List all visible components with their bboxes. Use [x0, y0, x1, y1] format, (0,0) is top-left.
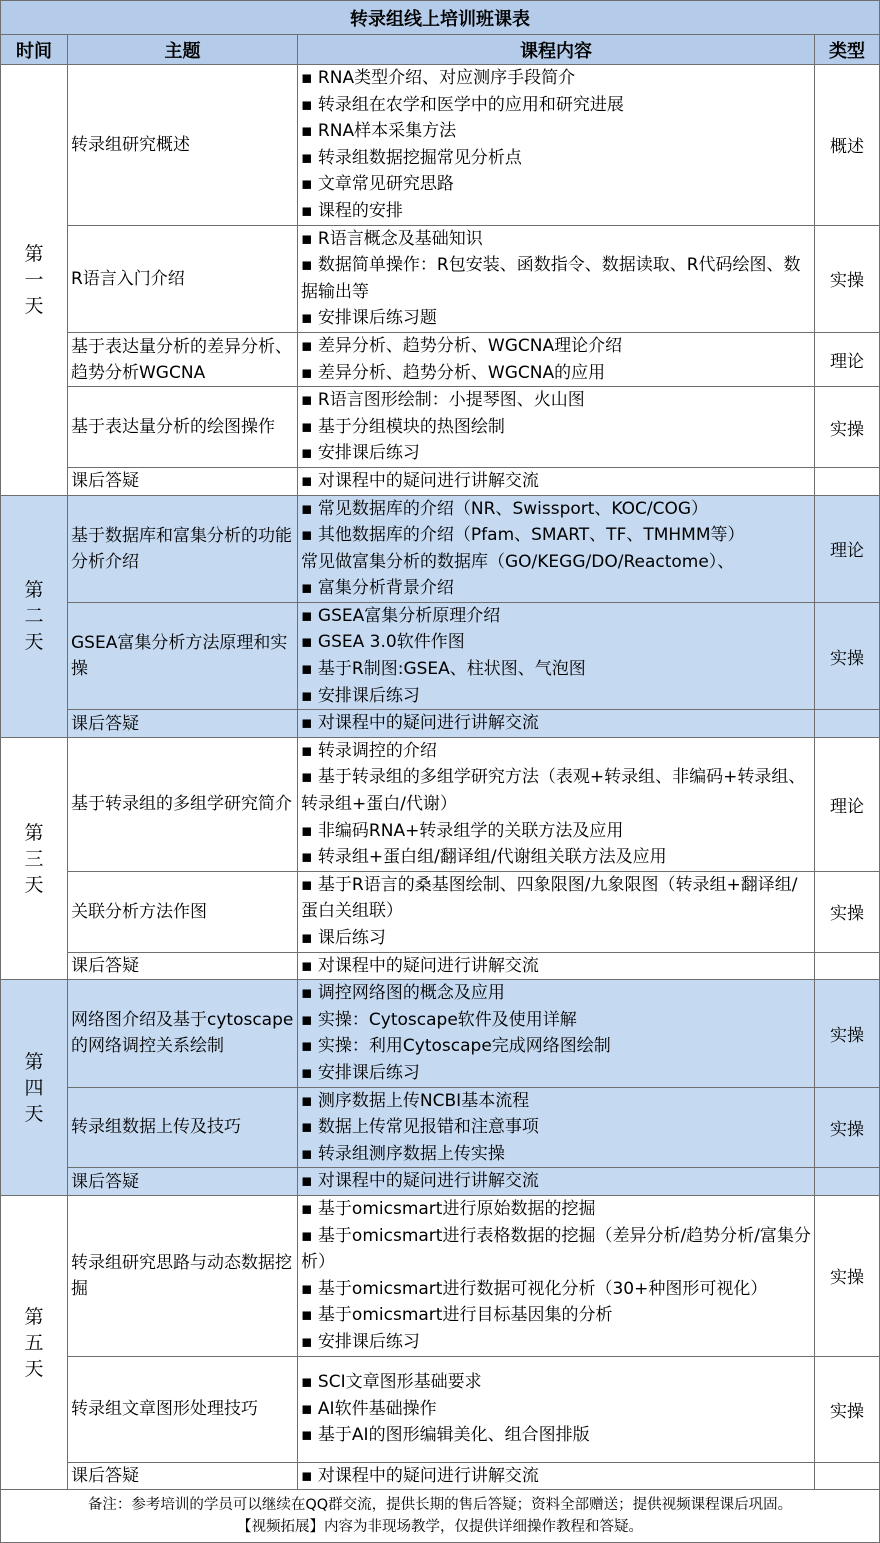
content-line: ▪ GSEA富集分析原理介绍 [301, 605, 501, 626]
topic-cell: 基于表达量分析的绘图操作 [68, 387, 298, 468]
header-topic: 主题 [68, 35, 298, 65]
topic-cell: 课后答疑 [68, 467, 298, 495]
table-row [1, 1087, 880, 1168]
topic-cell: GSEA富集分析方法原理和实操 [68, 602, 298, 709]
type-cell: 实操 [815, 387, 880, 468]
table-row [1, 387, 880, 468]
content-line: ▪ 转录组数据挖掘常见分析点 [301, 147, 522, 168]
day-cell [1, 737, 68, 979]
content-line: ▪ R语言图形绘制：小提琴图、火山图 [301, 390, 585, 411]
table-row [1, 467, 880, 495]
table-title: 转录组线上培训班课表 [1, 1, 880, 35]
day-label: 第四天 [24, 1050, 44, 1125]
type-cell: 实操 [815, 1087, 880, 1168]
note-line: 备注：参考培训的学员可以继续在QQ群交流，提供长期的售后答疑；资料全部赠送；提供视频课程课后巩固。 [87, 1497, 793, 1514]
content-line: ▪ 安排课后练习 [301, 1331, 420, 1352]
day-label: 第五天 [24, 1305, 44, 1380]
content-line: ▪ 文章常见研究思路 [301, 174, 454, 195]
type-cell: 概述 [815, 65, 880, 226]
table-row [1, 871, 880, 952]
content-cell [298, 225, 815, 332]
table-row [1, 495, 880, 602]
content-cell [298, 710, 815, 738]
content-line: ▪ 安排课后练习 [301, 685, 420, 706]
type-cell [815, 1462, 880, 1490]
content-line: ▪ 富集分析背景介绍 [301, 578, 454, 599]
content-line: ▪ 测序数据上传NCBI基本流程 [301, 1090, 530, 1111]
content-line: ▪ 安排课后练习 [301, 443, 420, 464]
table-row [1, 980, 880, 1087]
table-row [1, 1356, 880, 1462]
content-cell [298, 1462, 815, 1490]
day-cell [1, 1195, 68, 1489]
content-line: ▪ 其他数据库的介绍（Pfam、SMART、TF、TMHMM等） [301, 525, 745, 546]
content-line: ▪ 基于omicsmart进行目标基因集的分析 [301, 1305, 613, 1326]
content-line: ▪ RNA样本采集方法 [301, 121, 457, 142]
type-cell: 实操 [815, 871, 880, 952]
content-line: ▪ 差异分析、趋势分析、WGCNA的应用 [301, 362, 606, 383]
content-line: ▪ 实操：利用Cytoscape完成网络图绘制 [301, 1036, 611, 1057]
topic-cell: 转录组研究思路与动态数据挖掘 [68, 1195, 298, 1356]
content-line: ▪ R语言概念及基础知识 [301, 228, 483, 249]
content-cell [298, 1087, 815, 1168]
content-cell [298, 495, 815, 602]
table-row [1, 1195, 880, 1356]
content-line: ▪ 基于omicsmart进行原始数据的挖掘 [301, 1198, 596, 1219]
day-cell [1, 980, 68, 1196]
content-line: ▪ 课程的安排 [301, 200, 403, 221]
topic-cell: 课后答疑 [68, 952, 298, 980]
type-cell: 理论 [815, 495, 880, 602]
content-line: ▪ 安排课后练习题 [301, 308, 437, 329]
content-line: ▪ 基于分组模块的热图绘制 [301, 416, 505, 437]
content-line: ▪ 基于转录组的多组学研究方法（表观+转录组、非编码+转录组、转录组+蛋白/代谢） [301, 767, 806, 815]
day-label: 第三天 [24, 821, 44, 896]
type-cell [815, 710, 880, 738]
content-line: 常见做富集分析的数据库（GO/KEGG/DO/Reactome）、 [301, 551, 735, 572]
content-line: ▪ 对课程中的疑问进行讲解交流 [301, 1465, 539, 1486]
content-line: ▪ 对课程中的疑问进行讲解交流 [301, 1171, 539, 1192]
table-row [1, 225, 880, 332]
topic-cell: 基于数据库和富集分析的功能分析介绍 [68, 495, 298, 602]
day-cell [1, 65, 68, 496]
content-line: ▪ 基于omicsmart进行表格数据的挖掘（差异分析/趋势分析/富集分析） [301, 1225, 811, 1273]
day-label: 第一天 [24, 242, 44, 317]
content-line: ▪ 转录组+蛋白组/翻译组/代谢组关联方法及应用 [301, 847, 667, 868]
table-row [1, 65, 880, 226]
content-line: ▪ 对课程中的疑问进行讲解交流 [301, 470, 539, 491]
topic-cell: 基于转录组的多组学研究简介 [68, 737, 298, 871]
content-cell [298, 980, 815, 1087]
type-cell [815, 467, 880, 495]
table-row [1, 1462, 880, 1490]
content-line: ▪ 转录组在农学和医学中的应用和研究进展 [301, 94, 624, 115]
header-time: 时间 [1, 35, 68, 65]
day-label: 第二天 [24, 579, 44, 654]
type-cell: 理论 [815, 332, 880, 386]
type-cell: 实操 [815, 1195, 880, 1356]
content-line: ▪ 实操：Cytoscape软件及使用详解 [301, 1009, 577, 1030]
topic-cell: 关联分析方法作图 [68, 871, 298, 952]
content-line: ▪ 非编码RNA+转录组学的关联方法及应用 [301, 820, 624, 841]
content-line: ▪ GSEA 3.0软件作图 [301, 632, 465, 653]
header-content: 课程内容 [298, 35, 815, 65]
content-cell [298, 1195, 815, 1356]
content-line: ▪ SCI文章图形基础要求 [301, 1372, 482, 1393]
content-line: ▪ RNA类型介绍、对应测序手段简介 [301, 68, 576, 88]
content-line: ▪ 对课程中的疑问进行讲解交流 [301, 955, 539, 976]
topic-cell: 转录组数据上传及技巧 [68, 1087, 298, 1168]
topic-cell: 课后答疑 [68, 1168, 298, 1196]
content-line: ▪ 对课程中的疑问进行讲解交流 [301, 713, 539, 734]
topic-cell: R语言入门介绍 [68, 225, 298, 332]
table-row [1, 332, 880, 386]
content-line: ▪ 课后练习 [301, 928, 386, 949]
table-row [1, 710, 880, 738]
type-cell: 实操 [815, 1356, 880, 1462]
content-cell [298, 1168, 815, 1196]
content-cell [298, 952, 815, 980]
content-line: ▪ 安排课后练习 [301, 1063, 420, 1083]
content-cell [298, 332, 815, 386]
topic-cell: 课后答疑 [68, 1462, 298, 1490]
content-line: ▪ 数据上传常见报错和注意事项 [301, 1117, 539, 1138]
content-line: ▪ AI软件基础操作 [301, 1398, 437, 1419]
content-cell [298, 737, 815, 871]
type-cell: 理论 [815, 737, 880, 871]
topic-cell: 转录组研究概述 [68, 65, 298, 226]
content-line: ▪ 基于R制图:GSEA、柱状图、气泡图 [301, 659, 586, 680]
topic-cell: 转录组文章图形处理技巧 [68, 1356, 298, 1462]
table-row [1, 1168, 880, 1196]
content-cell [298, 602, 815, 709]
content-cell [298, 871, 815, 952]
content-line: ▪ 调控网络图的概念及应用 [301, 983, 505, 1004]
type-cell [815, 1168, 880, 1196]
content-cell [298, 387, 815, 468]
content-line: ▪ 基于omicsmart进行数据可视化分析（30+种图形可视化） [301, 1278, 768, 1299]
table-row [1, 602, 880, 709]
content-line: ▪ 转录调控的介绍 [301, 740, 437, 761]
day-cell [1, 495, 68, 737]
content-line: ▪ 常见数据库的介绍（NR、Swissport、KOC/COG） [301, 498, 709, 519]
content-line: ▪ 基于AI的图形编辑美化、组合图排版 [301, 1425, 590, 1446]
content-line: ▪ 数据简单操作：R包安装、函数指令、数据读取、R代码绘图、数据输出等 [301, 255, 801, 302]
content-cell [298, 1356, 815, 1462]
content-line: ▪ 差异分析、趋势分析、WGCNA理论介绍 [301, 335, 623, 356]
content-line: ▪ 基于R语言的桑基图绘制、四象限图/九象限图（转录组+翻译组/蛋白关组联） [301, 874, 798, 922]
topic-cell: 基于表达量分析的差异分析、趋势分析WGCNA [68, 332, 298, 386]
topic-cell: 课后答疑 [68, 710, 298, 738]
type-cell: 实操 [815, 602, 880, 709]
note-line: 【视频拓展】内容为非现场教学，仅提供详细操作教程和答疑。 [237, 1519, 643, 1536]
table-row [1, 737, 880, 871]
content-cell [298, 467, 815, 495]
type-cell: 实操 [815, 225, 880, 332]
type-cell: 实操 [815, 980, 880, 1087]
content-line: ▪ 转录组测序数据上传实操 [301, 1143, 505, 1164]
table-row [1, 952, 880, 980]
notes-cell [1, 1490, 880, 1543]
content-cell [298, 65, 815, 226]
header-type: 类型 [815, 35, 880, 65]
topic-cell: 网络图介绍及基于cytoscape的网络调控关系绘制 [68, 980, 298, 1087]
type-cell [815, 952, 880, 980]
